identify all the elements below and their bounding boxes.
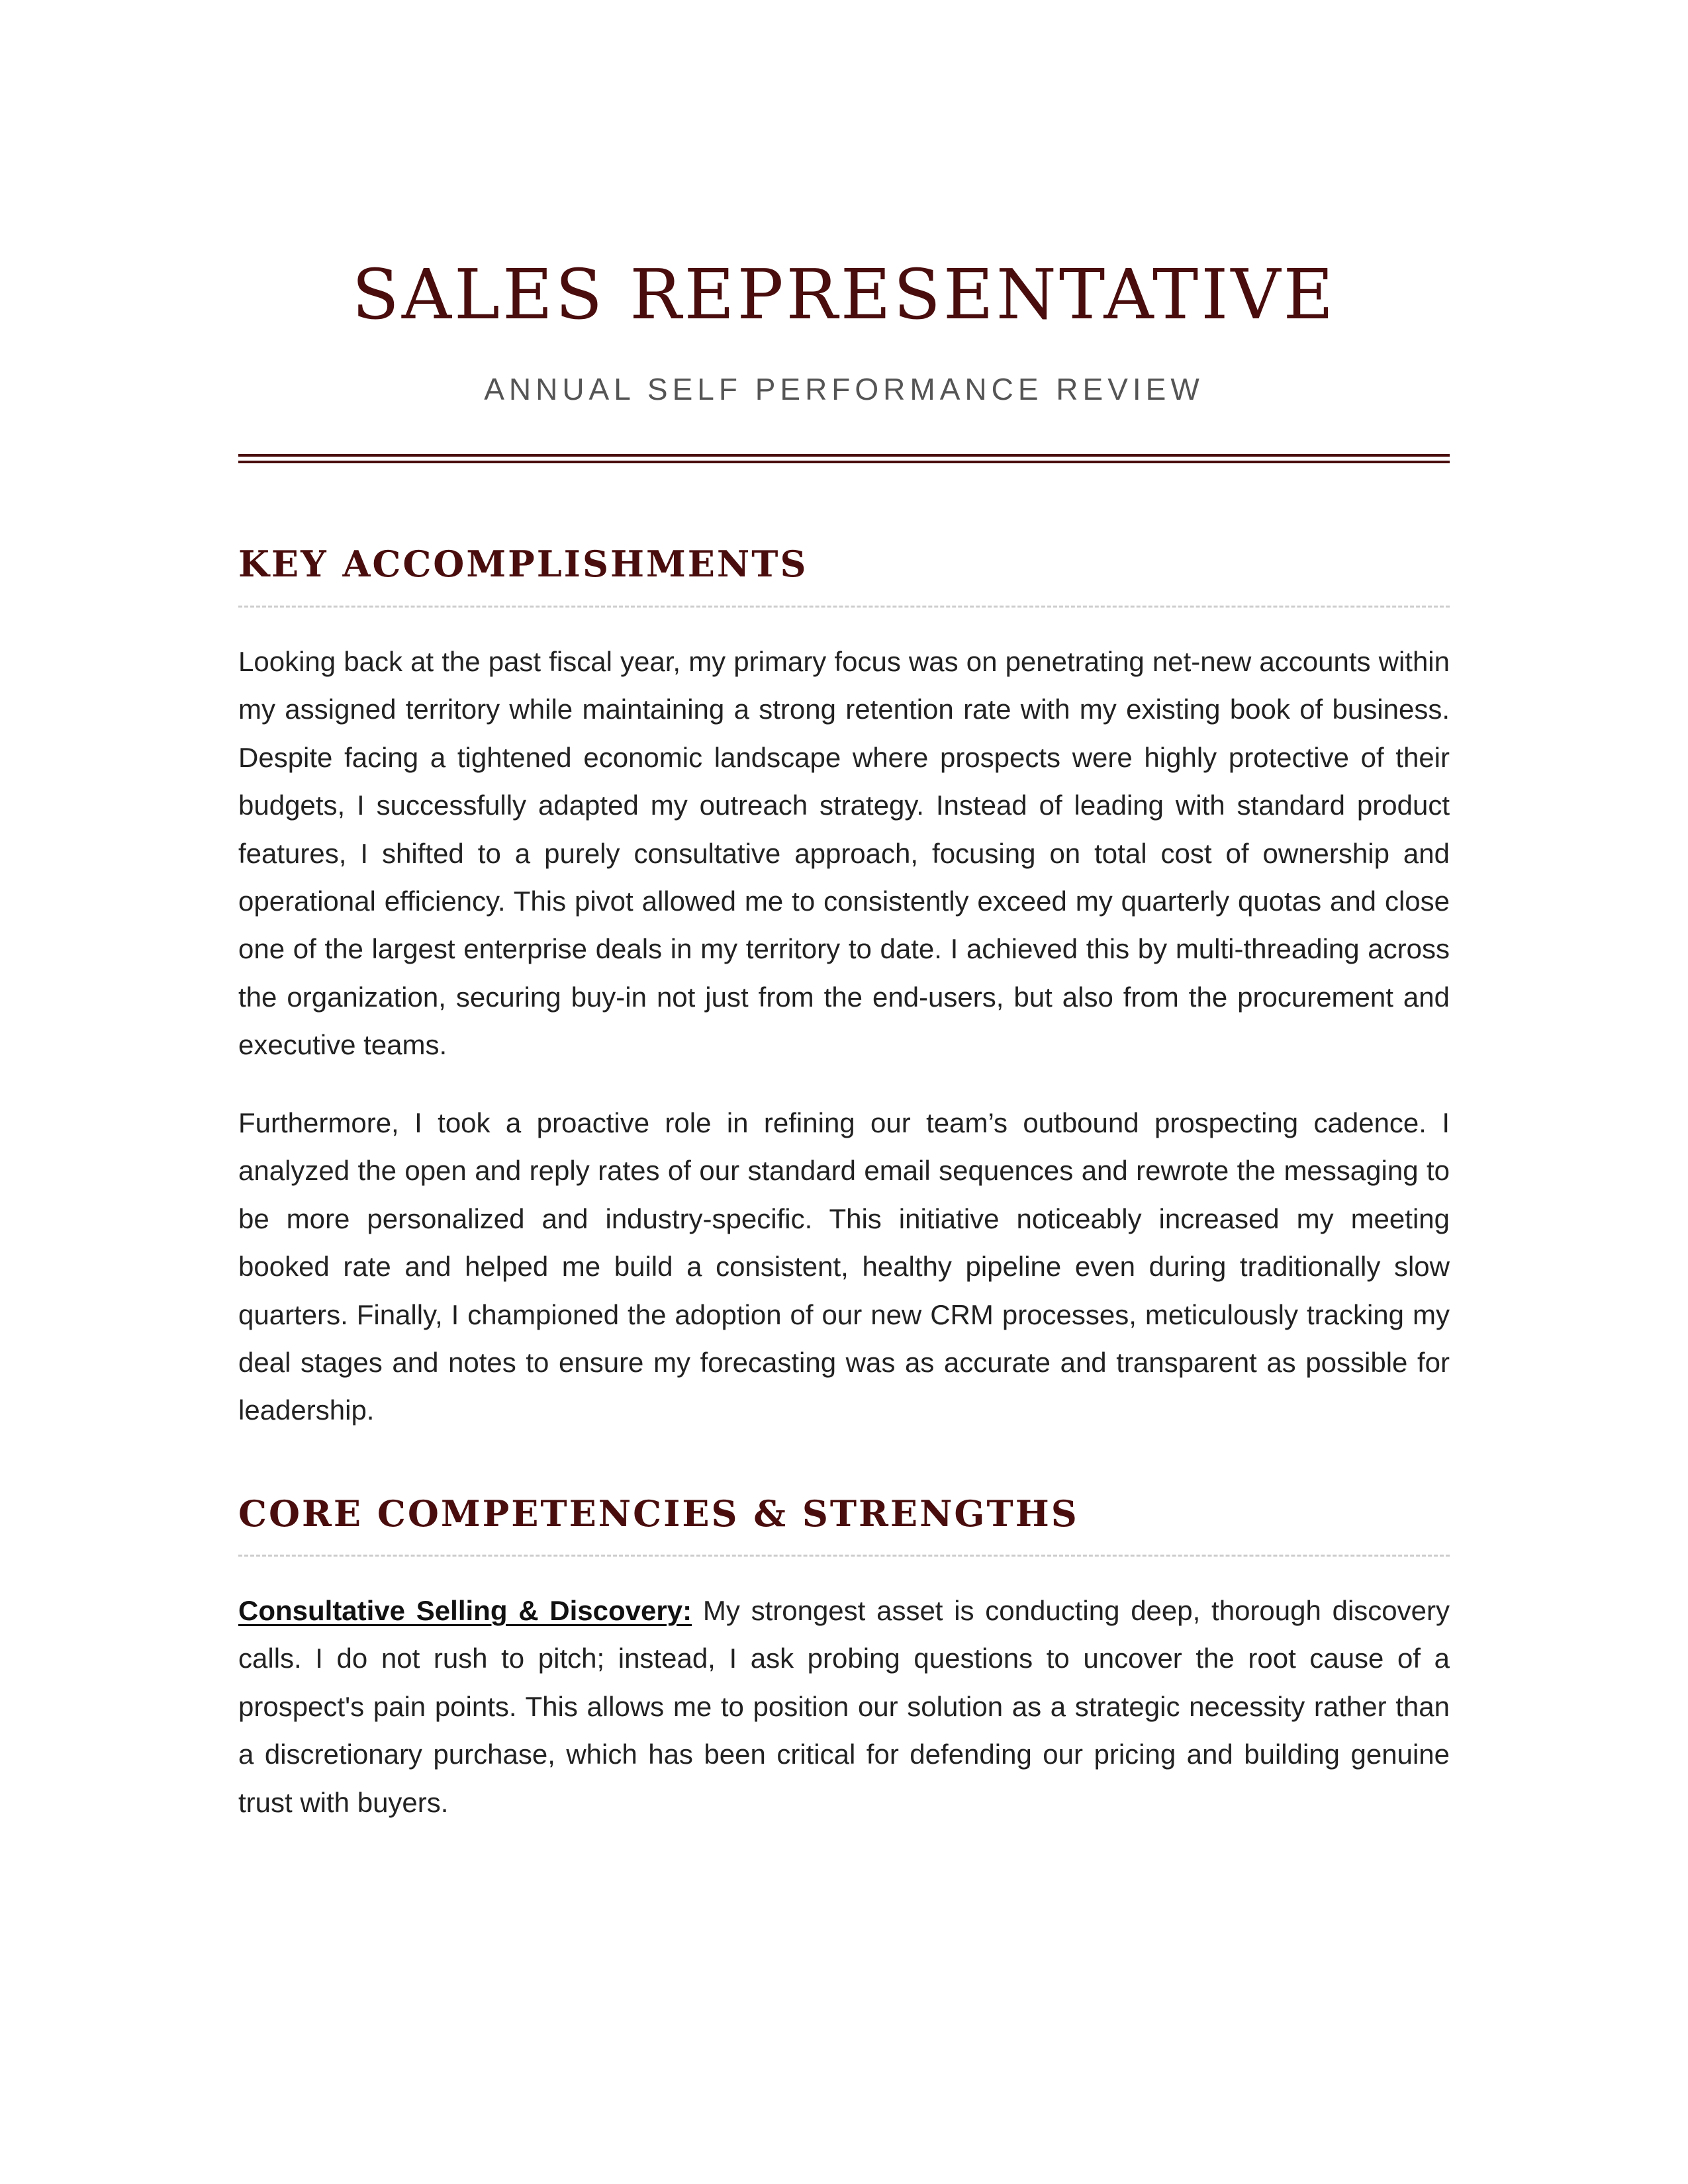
competency-description: My strongest asset is conducting deep, thorough discovery calls. I do not rush to pitch; instead, I ask probing questions to uncover the root cause of a prospect's pain points. This allows me to position our solution as a strategic necessity rather than a discretionary purchase, which has been critical for defending our pricing and building genuine trust with buyers. <box>238 1595 1450 1818</box>
title-divider <box>238 454 1450 463</box>
document-subtitle: ANNUAL SELF PERFORMANCE REVIEW <box>484 372 1204 406</box>
accomplishments-paragraph-2: Furthermore, I took a proactive role in refining our team’s outbound prospecting cadence. I analyzed the open and reply rates of our standard email sequences and rewrote the messaging to be more personalized and industry-specific. This initiative noticeably increased my meeting booked rate and helped me build a consistent, healthy pipeline even during traditionally slow quarters. Finally, I championed the adoption of our new CRM processes, meticulously tracking my deal stages and notes to ensure my forecasting was as accurate and transparent as possible for leadership. <box>238 1107 1450 1426</box>
section-heading-core-competencies: CORE COMPETENCIES & STRENGTHS <box>238 1492 1079 1535</box>
competency-term: Consultative Selling & Discovery: <box>238 1595 692 1626</box>
section-divider <box>238 1555 1450 1557</box>
competency-item <box>238 1587 1450 1827</box>
section-divider <box>238 606 1450 608</box>
accomplishments-paragraph-1: Looking back at the past fiscal year, my primary focus was on penetrating net-new accounts within my assigned territory while maintaining a strong retention rate with my existing book of business. Despite facing a tightened economic landscape where prospects were highly protective of their budgets, I successfully adapted my outreach strategy. Instead of leading with standard product features, I shifted to a purely consultative approach, focusing on total cost of ownership and operational efficiency. This pivot allowed me to consistently exceed my quarterly quotas and close one of the largest enterprise deals in my territory to date. I achieved this by multi-threading across the organization, securing buy-in not just from the end-users, but also from the procurement and executive teams. <box>238 646 1450 1061</box>
document-title: SALES REPRESENTATIVE <box>352 254 1336 335</box>
section-heading-key-accomplishments: KEY ACCOMPLISHMENTS <box>238 543 808 585</box>
